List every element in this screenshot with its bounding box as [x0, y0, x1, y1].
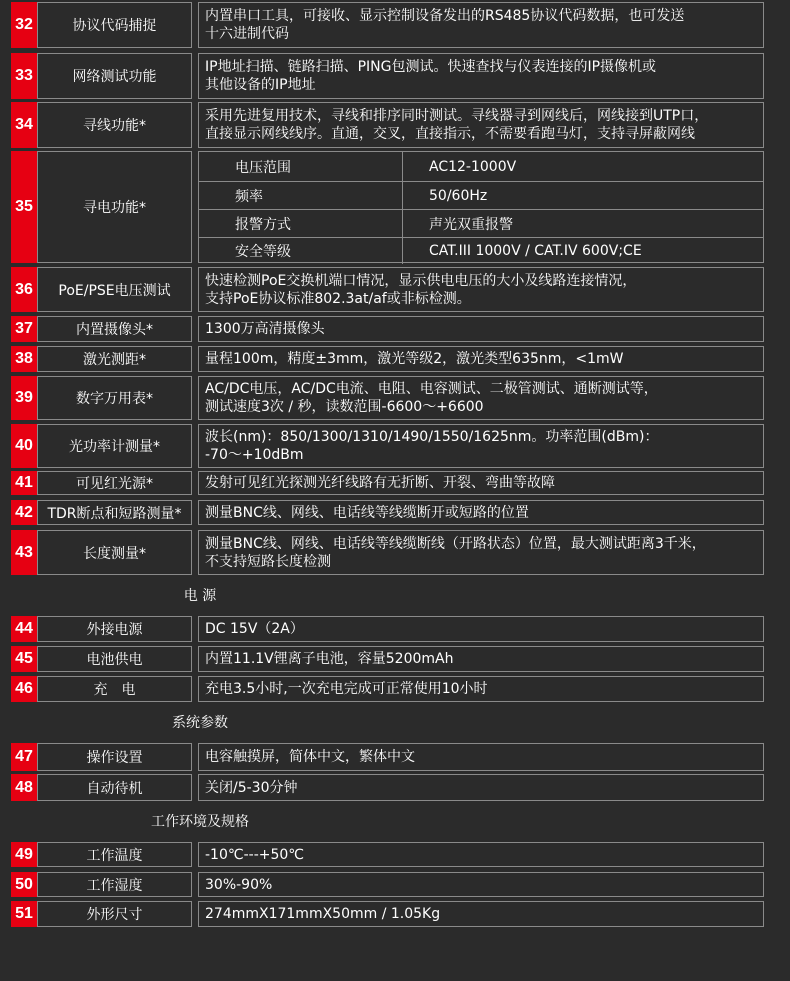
description-lines [205, 779, 298, 797]
spec-row [0, 530, 790, 575]
description-lines [205, 350, 624, 368]
section-heading: 电 源 [183, 588, 217, 604]
description-line: 1300万高清摄像头 [205, 321, 325, 337]
description-line: 不支持短路长度检测 [205, 553, 331, 570]
feature-description [198, 376, 764, 420]
feature-description [198, 500, 764, 525]
description-lines [205, 535, 706, 571]
description-line: 关闭/5-30分钟 [205, 779, 298, 796]
feature-description [198, 616, 764, 642]
feature-name: 网络测试功能 [37, 53, 192, 99]
feature-description [198, 901, 764, 927]
spec-row [0, 316, 790, 342]
row-number: 33 [11, 53, 37, 99]
description-line: 274mmX171mmX50mm / 1.05Kg [205, 906, 441, 922]
description-line: -70～+10dBm [205, 447, 304, 463]
row-number: 38 [11, 346, 37, 372]
row-number: 40 [11, 424, 37, 468]
description-line: 其他设备的IP地址 [205, 77, 316, 93]
feature-description [198, 102, 764, 148]
description-lines [205, 876, 272, 894]
parameter-value: 50/60Hz [429, 187, 488, 204]
parameter-name: 报警方式 [199, 210, 403, 237]
description-line: 30%-90% [205, 876, 273, 893]
spec-row [0, 646, 790, 672]
description-lines [205, 320, 325, 338]
row-number: 50 [11, 872, 37, 897]
description-lines [205, 680, 488, 698]
description-line: 采用先进复用技术，寻线和排序同时测试。寻线器寻到网线后，网线接到UTP口， [205, 108, 709, 124]
feature-name: 光功率计测量* [37, 424, 192, 468]
description-line: 支持PoE协议标准802.3at/af或非标检测。 [205, 290, 471, 307]
description-line: -10℃---+50℃ [205, 846, 305, 863]
spec-row [0, 743, 790, 771]
feature-name: 电池供电 [37, 646, 192, 672]
parameter-row [199, 237, 763, 264]
row-number: 37 [11, 316, 37, 342]
spec-row [0, 500, 790, 525]
spec-row [0, 901, 790, 927]
description-lines [205, 474, 555, 492]
description-lines [205, 58, 656, 94]
description-line: 测试速度3次 / 秒，读数范围-6600～+6600 [205, 399, 484, 415]
feature-name: 协议代码捕捉 [37, 2, 192, 48]
description-lines [205, 107, 708, 143]
feature-name: 寻线功能* [37, 102, 192, 148]
parameter-value: AC12-1000V [429, 158, 517, 175]
feature-description [198, 424, 764, 468]
description-line: 电容触摸屏，简体中文，繁体中文 [205, 749, 415, 765]
description-line: 十六进制代码 [205, 26, 289, 42]
feature-name: 数字万用表* [37, 376, 192, 420]
feature-description [198, 53, 764, 99]
spec-row [0, 616, 790, 642]
description-line: 波长(nm)：850/1300/1310/1490/1550/1625nm。功率范围(dBm)： [205, 429, 659, 445]
description-line: 测量BNC线、网线、电话线等线缆断线（开路状态）位置，最大测试距离3千米， [205, 535, 706, 552]
description-line: 快速检测PoE交换机端口情况，显示供电电压的大小及线路连接情况， [205, 272, 637, 289]
description-line: 量程100m，精度±3mm，激光等级2，激光类型635nm，<1mW [205, 351, 624, 367]
row-number: 42 [11, 500, 37, 525]
feature-name: 充 电 [37, 676, 192, 702]
feature-name: 激光测距* [37, 346, 192, 372]
row-number: 34 [11, 102, 37, 148]
feature-name: 寻电功能* [37, 151, 192, 263]
spec-row [0, 2, 790, 48]
description-lines [205, 748, 415, 766]
section-heading: 工作环境及规格 [151, 814, 249, 830]
parameter-row [199, 152, 763, 181]
row-number: 43 [11, 530, 37, 575]
spec-row [0, 424, 790, 468]
description-lines [205, 620, 304, 638]
parameter-name: 电压范围 [199, 152, 403, 181]
description-lines [205, 846, 304, 864]
description-line: 内置11.1V锂离子电池，容量5200mAh [205, 651, 454, 667]
spec-row [0, 842, 790, 867]
spec-row [0, 676, 790, 702]
feature-name: 工作湿度 [37, 872, 192, 897]
description-line: IP地址扫描、链路扫描、PING包测试。快速查找与仪表连接的IP摄像机或 [205, 59, 657, 75]
row-number: 36 [11, 267, 37, 312]
feature-name: 可见红光源* [37, 471, 192, 495]
feature-description [198, 530, 764, 575]
description-lines [205, 380, 658, 416]
parameter-value: 声光双重报警 [429, 216, 513, 233]
row-number: 48 [11, 774, 37, 801]
feature-name: 操作设置 [37, 743, 192, 771]
parameter-name: 频率 [199, 182, 403, 209]
parameter-value: CAT.III 1000V / CAT.IV 600V;CE [429, 243, 642, 259]
feature-name: 长度测量* [37, 530, 192, 575]
feature-description [198, 842, 764, 867]
description-line: 充电3.5小时,一次充电完成可正常使用10小时 [205, 681, 488, 697]
row-number: 51 [11, 901, 37, 927]
feature-name: 工作温度 [37, 842, 192, 867]
feature-description [198, 676, 764, 702]
row-number: 41 [11, 471, 37, 495]
row-number: 35 [11, 151, 37, 263]
spec-row [0, 346, 790, 372]
description-lines [205, 504, 529, 522]
description-line: 发射可见红光探测光纤线路有无折断、开裂、弯曲等故障 [205, 475, 555, 491]
description-line: DC 15V（2A） [205, 621, 304, 637]
feature-description [198, 471, 764, 495]
row-number: 44 [11, 616, 37, 642]
feature-name: TDR断点和短路测量* [37, 500, 192, 525]
description-lines [205, 7, 684, 43]
parameter-name: 安全等级 [199, 238, 403, 264]
parameter-subtable [198, 151, 764, 263]
parameter-row [199, 209, 763, 237]
description-line: 内置串口工具，可接收、显示控制设备发出的RS485协议代码数据，也可发送 [205, 8, 685, 24]
spec-row [0, 151, 790, 263]
description-lines [205, 428, 658, 464]
description-line: 直接显示网线线序。直通，交叉，直接指示，不需要看跑马灯，支持寻屏蔽网线 [205, 126, 695, 142]
feature-description [198, 774, 764, 801]
section-heading: 系统参数 [172, 715, 228, 731]
spec-row [0, 872, 790, 897]
row-number: 46 [11, 676, 37, 702]
description-lines [205, 272, 636, 308]
feature-description [198, 646, 764, 672]
row-number: 49 [11, 842, 37, 867]
row-number: 45 [11, 646, 37, 672]
spec-row [0, 774, 790, 801]
spec-row [0, 471, 790, 495]
parameter-row [199, 181, 763, 209]
feature-description [198, 267, 764, 312]
feature-description [198, 743, 764, 771]
feature-name: 外形尺寸 [37, 901, 192, 927]
feature-name: 外接电源 [37, 616, 192, 642]
description-line: 测量BNC线、网线、电话线等线缆断开或短路的位置 [205, 504, 529, 521]
row-number: 47 [11, 743, 37, 771]
row-number: 32 [11, 2, 37, 48]
description-lines [205, 650, 453, 668]
feature-description [198, 346, 764, 372]
spec-row [0, 53, 790, 99]
feature-description [198, 2, 764, 48]
feature-description [198, 872, 764, 897]
feature-name: PoE/PSE电压测试 [37, 267, 192, 312]
feature-name: 内置摄像头* [37, 316, 192, 342]
spec-row [0, 102, 790, 148]
description-line: AC/DC电压，AC/DC电流、电阻、电容测试、二极管测试、通断测试等， [205, 381, 658, 397]
spec-row [0, 376, 790, 420]
row-number: 39 [11, 376, 37, 420]
feature-description [198, 316, 764, 342]
description-lines [205, 905, 440, 923]
spec-row [0, 267, 790, 312]
feature-name: 自动待机 [37, 774, 192, 801]
